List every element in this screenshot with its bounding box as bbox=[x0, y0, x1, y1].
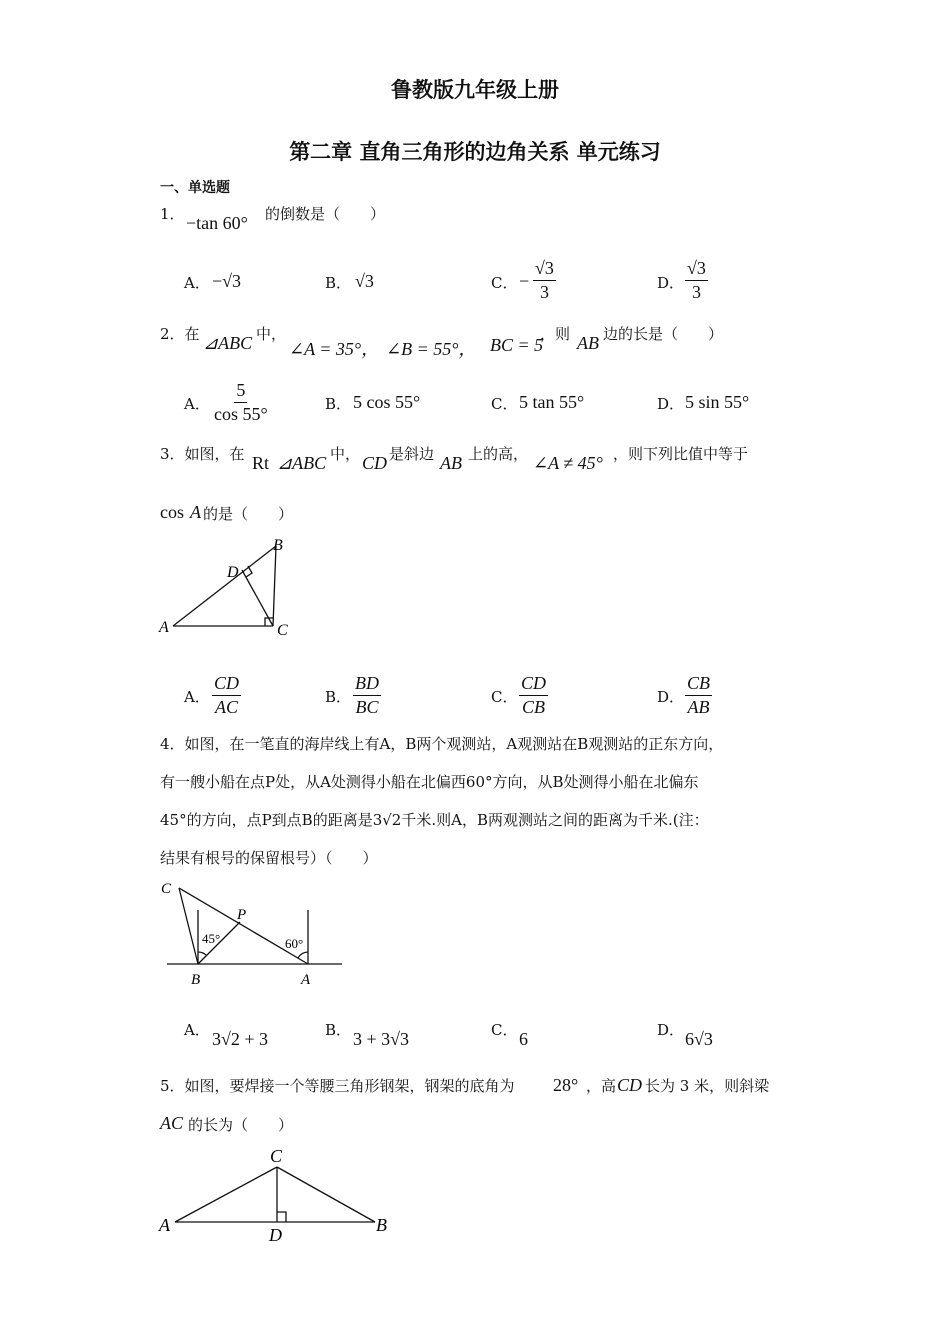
q5-figure bbox=[155, 1140, 400, 1248]
q3-rt: Rt bbox=[252, 453, 270, 473]
q3-figure bbox=[155, 532, 300, 640]
q4-line-1: 4．如图，在一笔直的海岸线上有A，B两个观测站，A观测站在B观测站的正东方向， bbox=[160, 735, 724, 753]
q2-option-c: 5 tan 55° bbox=[519, 392, 585, 412]
q3-segment-cd: CD bbox=[362, 453, 388, 473]
q4-label-p: P bbox=[237, 907, 247, 923]
q3-text-5: 的是（ ） bbox=[203, 505, 294, 523]
q4-option-c: 6 bbox=[519, 1029, 528, 1049]
q1-text: 的倒数是（ ） bbox=[265, 205, 386, 223]
q3-text-4: ，则下列比值中等于 bbox=[613, 445, 749, 463]
q1-option-a-label: A． bbox=[184, 274, 210, 292]
q3-text-2: 是斜边 bbox=[389, 445, 435, 463]
q4-label-b: B bbox=[191, 972, 201, 988]
q3-option-b-numerator: BD bbox=[353, 673, 381, 696]
q3-label-a: A bbox=[159, 619, 169, 636]
q4-option-d-label: D． bbox=[657, 1021, 685, 1039]
q1-option-d-label: D． bbox=[657, 274, 685, 292]
q3-option-a-numerator: CD bbox=[212, 673, 241, 696]
q1-option-c-sign: − bbox=[519, 271, 530, 291]
q3-option-b-denominator: BC bbox=[355, 697, 379, 717]
q4-line-2: 有一艘小船在点P处，从A处测得小船在北偏西60°方向，从B处测得小船在北偏东 bbox=[160, 773, 699, 791]
q5-angle: 28° bbox=[553, 1075, 579, 1095]
q3-option-a-fraction bbox=[212, 673, 241, 718]
q2-text-1: 中， bbox=[256, 325, 287, 343]
q3-option-d-numerator: CB bbox=[685, 673, 712, 696]
q4-option-d: 6√3 bbox=[685, 1029, 713, 1049]
q1-option-d-fraction bbox=[685, 258, 708, 303]
q2-number: 2．在 bbox=[160, 325, 200, 343]
q1-number: 1． bbox=[160, 205, 185, 223]
q2-option-c-label: C． bbox=[491, 395, 518, 413]
q1-option-c-numerator: √3 bbox=[533, 258, 556, 281]
q2-option-a-numerator: 5 bbox=[234, 380, 247, 403]
q3-option-b-label: B． bbox=[325, 688, 352, 706]
q5-right-angle-d bbox=[277, 1212, 286, 1222]
q3-label-b: B bbox=[273, 537, 283, 554]
q4-label-a: A bbox=[301, 972, 311, 988]
q4-angle-45: 45° bbox=[202, 931, 221, 946]
q2-angle-a: ∠A = 35°， bbox=[289, 339, 380, 359]
q1-option-c-fraction bbox=[533, 258, 556, 303]
q3-text-3: 上的高， bbox=[468, 445, 529, 463]
q3-option-b-fraction bbox=[353, 673, 381, 718]
q4-angle-60: 60° bbox=[285, 936, 304, 951]
q1-option-d-denominator: 3 bbox=[691, 282, 701, 302]
q5-line-2: 的长为（ ） bbox=[188, 1116, 294, 1134]
q2-angle-b: ∠B = 55°， bbox=[386, 339, 477, 359]
q3-triangle: ⊿ABC bbox=[277, 453, 327, 473]
q3-cos: cos bbox=[160, 502, 184, 522]
q4-figure bbox=[155, 875, 350, 993]
q3-option-c-numerator: CD bbox=[519, 673, 548, 696]
q5-label-d: D bbox=[269, 1225, 282, 1245]
q3-angle-a: A bbox=[190, 502, 201, 522]
q2-text-3: 边的长是（ ） bbox=[603, 325, 724, 343]
q2-option-a-label: A． bbox=[184, 395, 210, 413]
q2-option-d-label: D． bbox=[657, 395, 685, 413]
q3-option-d-denominator: AB bbox=[687, 697, 710, 717]
q4-option-b: 3 + 3√3 bbox=[353, 1029, 410, 1049]
q3-number: 3．如图，在 bbox=[160, 445, 245, 463]
q5-label-b: B bbox=[376, 1215, 387, 1235]
q4-line-3: 45°的方向，点P到点B的距离是3√2千米.则A，B两观测站之间的距离为千米.(注： bbox=[160, 811, 709, 829]
q2-side-bc: BC = 5 bbox=[490, 335, 544, 355]
q5-label-c: C bbox=[270, 1146, 283, 1166]
q2-option-a-fraction bbox=[212, 380, 270, 425]
q4-line-4: 结果有根号的保留根号）（ ） bbox=[160, 849, 378, 867]
q5-label-a: A bbox=[159, 1215, 170, 1235]
q4-label-c: C bbox=[161, 881, 172, 897]
q4-option-a: 3√2 + 3 bbox=[212, 1029, 269, 1049]
q3-option-d-label: D． bbox=[657, 688, 685, 706]
q2-side-ab: AB bbox=[577, 333, 599, 353]
q5-side-bc bbox=[277, 1167, 375, 1222]
q3-side-ab bbox=[173, 546, 276, 626]
q3-option-c-fraction bbox=[519, 673, 548, 718]
q5-line-1a: 5．如图，要焊接一个等腰三角形钢架，钢架的底角为 bbox=[160, 1077, 515, 1095]
q3-text-1: 中， bbox=[330, 445, 361, 463]
q5-segment-ac: AC bbox=[160, 1113, 184, 1133]
q3-option-c-denominator: CB bbox=[522, 697, 546, 717]
q3-label-d: D bbox=[227, 564, 239, 581]
q2-option-d: 5 sin 55° bbox=[685, 392, 750, 412]
q1-option-a-radical: √3 bbox=[222, 271, 242, 291]
q5-line-1c: 长为 3 米，则斜梁 bbox=[645, 1077, 770, 1095]
q2-option-a-denominator: cos 55° bbox=[214, 404, 268, 424]
q1-option-a bbox=[212, 271, 241, 292]
q3-label-c: C bbox=[277, 622, 288, 639]
section-heading: 一、单选题 bbox=[160, 180, 230, 196]
q1-option-c-label: C． bbox=[491, 274, 518, 292]
q3-side-bc bbox=[273, 546, 276, 626]
q3-condition: ∠A ≠ 45° bbox=[533, 453, 603, 473]
q1-expression: −tan 60° bbox=[186, 213, 248, 233]
q1-option-b-label: B． bbox=[325, 274, 352, 292]
q2-triangle: ⊿ABC bbox=[203, 333, 253, 353]
q2-option-b: 5 cos 55° bbox=[353, 392, 421, 412]
q3-option-c-label: C． bbox=[491, 688, 518, 706]
q3-segment-ab: AB bbox=[440, 453, 462, 473]
q5-side-ac bbox=[175, 1167, 277, 1222]
q1-option-c-denominator: 3 bbox=[539, 282, 549, 302]
q2-text-2: ，则 bbox=[540, 325, 571, 343]
q5-segment-cd: CD bbox=[617, 1075, 643, 1095]
q4-line-cb bbox=[179, 888, 198, 964]
q3-option-d-fraction bbox=[685, 673, 712, 718]
q4-option-a-label: A． bbox=[184, 1021, 210, 1039]
q3-option-a-denominator: AC bbox=[215, 697, 239, 717]
q4-arc-45 bbox=[198, 952, 206, 955]
q3-right-angle-d bbox=[246, 566, 252, 577]
document-title: 鲁教版九年级上册 bbox=[391, 78, 559, 102]
document-subtitle: 第二章 直角三角形的边角关系 单元练习 bbox=[289, 140, 661, 164]
q1-option-b-radical: √3 bbox=[355, 271, 374, 291]
q2-option-b-label: B． bbox=[325, 395, 352, 413]
q1-option-a-sign: − bbox=[212, 271, 223, 291]
q3-option-a-label: A． bbox=[184, 688, 210, 706]
q5-line-1b: ，高 bbox=[586, 1077, 617, 1095]
q4-option-b-label: B． bbox=[325, 1021, 352, 1039]
q1-option-d-numerator: √3 bbox=[685, 258, 708, 281]
q4-arc-60 bbox=[298, 952, 308, 958]
q4-option-c-label: C． bbox=[491, 1021, 518, 1039]
